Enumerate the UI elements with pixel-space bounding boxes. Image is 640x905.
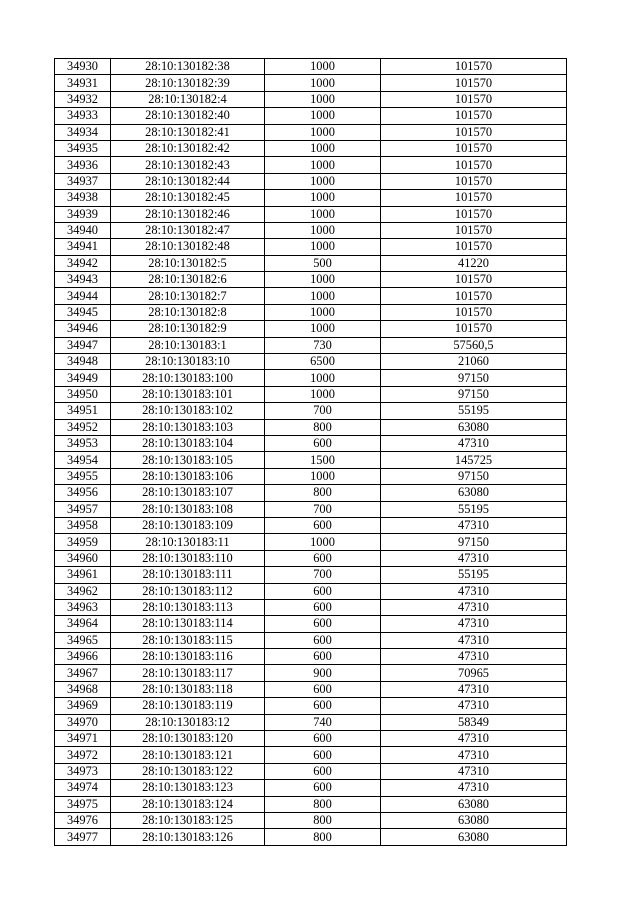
area-cell: 700	[265, 403, 381, 419]
table-row	[55, 731, 567, 747]
table-row	[55, 714, 567, 730]
area-cell: 600	[265, 435, 381, 451]
row-number-cell: 34939	[55, 206, 111, 222]
area-cell: 800	[265, 829, 381, 845]
value-cell: 101570	[381, 59, 567, 75]
cadastral-number-cell: 28:10:130183:103	[111, 419, 265, 435]
row-number-cell: 34965	[55, 632, 111, 648]
value-cell: 47310	[381, 599, 567, 615]
table-row	[55, 583, 567, 599]
row-number-cell: 34964	[55, 616, 111, 632]
area-cell: 700	[265, 567, 381, 583]
table-row	[55, 468, 567, 484]
table-row	[55, 452, 567, 468]
table-row	[55, 190, 567, 206]
table-row	[55, 59, 567, 75]
value-cell: 101570	[381, 239, 567, 255]
value-cell: 101570	[381, 124, 567, 140]
row-number-cell: 34943	[55, 272, 111, 288]
table-row	[55, 321, 567, 337]
area-cell: 900	[265, 665, 381, 681]
table-row	[55, 386, 567, 402]
value-cell: 101570	[381, 288, 567, 304]
area-cell: 600	[265, 780, 381, 796]
row-number-cell: 34942	[55, 255, 111, 271]
cadastral-number-cell: 28:10:130183:12	[111, 714, 265, 730]
row-number-cell: 34938	[55, 190, 111, 206]
cadastral-number-cell: 28:10:130183:100	[111, 370, 265, 386]
cadastral-number-cell: 28:10:130182:38	[111, 59, 265, 75]
value-cell: 101570	[381, 140, 567, 156]
value-cell: 47310	[381, 649, 567, 665]
cadastral-number-cell: 28:10:130182:5	[111, 255, 265, 271]
row-number-cell: 34974	[55, 780, 111, 796]
value-cell: 55195	[381, 501, 567, 517]
row-number-cell: 34944	[55, 288, 111, 304]
table-row	[55, 485, 567, 501]
value-cell: 70965	[381, 665, 567, 681]
cadastral-number-cell: 28:10:130183:105	[111, 452, 265, 468]
cadastral-number-cell: 28:10:130182:48	[111, 239, 265, 255]
row-number-cell: 34941	[55, 239, 111, 255]
value-cell: 101570	[381, 75, 567, 91]
area-cell: 1000	[265, 91, 381, 107]
area-cell: 1000	[265, 140, 381, 156]
value-cell: 63080	[381, 796, 567, 812]
cadastral-number-cell: 28:10:130182:39	[111, 75, 265, 91]
value-cell: 47310	[381, 583, 567, 599]
area-cell: 600	[265, 763, 381, 779]
cadastral-number-cell: 28:10:130183:115	[111, 632, 265, 648]
cadastral-number-cell: 28:10:130183:1	[111, 337, 265, 353]
table-row	[55, 632, 567, 648]
area-cell: 800	[265, 485, 381, 501]
value-cell: 41220	[381, 255, 567, 271]
area-cell: 1000	[265, 173, 381, 189]
table-row	[55, 206, 567, 222]
area-cell: 1000	[265, 321, 381, 337]
row-number-cell: 34957	[55, 501, 111, 517]
value-cell: 97150	[381, 370, 567, 386]
row-number-cell: 34952	[55, 419, 111, 435]
area-cell: 1500	[265, 452, 381, 468]
row-number-cell: 34972	[55, 747, 111, 763]
cadastral-number-cell: 28:10:130183:122	[111, 763, 265, 779]
row-number-cell: 34973	[55, 763, 111, 779]
area-cell: 1000	[265, 239, 381, 255]
table-row	[55, 75, 567, 91]
value-cell: 47310	[381, 731, 567, 747]
area-cell: 1000	[265, 534, 381, 550]
area-cell: 1000	[265, 157, 381, 173]
value-cell: 47310	[381, 780, 567, 796]
cadastral-number-cell: 28:10:130183:109	[111, 517, 265, 533]
value-cell: 101570	[381, 157, 567, 173]
table-row	[55, 501, 567, 517]
row-number-cell: 34963	[55, 599, 111, 615]
row-number-cell: 34956	[55, 485, 111, 501]
value-cell: 47310	[381, 747, 567, 763]
table-row	[55, 747, 567, 763]
row-number-cell: 34940	[55, 222, 111, 238]
area-cell: 600	[265, 550, 381, 566]
row-number-cell: 34951	[55, 403, 111, 419]
area-cell: 1000	[265, 222, 381, 238]
row-number-cell: 34968	[55, 681, 111, 697]
row-number-cell: 34975	[55, 796, 111, 812]
area-cell: 700	[265, 501, 381, 517]
cadastral-number-cell: 28:10:130183:107	[111, 485, 265, 501]
value-cell: 97150	[381, 534, 567, 550]
cadastral-number-cell: 28:10:130182:47	[111, 222, 265, 238]
value-cell: 63080	[381, 829, 567, 845]
cadastral-number-cell: 28:10:130183:104	[111, 435, 265, 451]
row-number-cell: 34946	[55, 321, 111, 337]
value-cell: 101570	[381, 173, 567, 189]
cadastral-number-cell: 28:10:130183:112	[111, 583, 265, 599]
value-cell: 97150	[381, 468, 567, 484]
table-row	[55, 435, 567, 451]
row-number-cell: 34933	[55, 108, 111, 124]
cadastral-number-cell: 28:10:130182:40	[111, 108, 265, 124]
table-row	[55, 812, 567, 828]
row-number-cell: 34935	[55, 140, 111, 156]
area-cell: 1000	[265, 75, 381, 91]
table-row	[55, 337, 567, 353]
value-cell: 55195	[381, 567, 567, 583]
area-cell: 1000	[265, 190, 381, 206]
table-row	[55, 140, 567, 156]
value-cell: 47310	[381, 517, 567, 533]
table-row	[55, 419, 567, 435]
table-row	[55, 829, 567, 845]
cadastral-number-cell: 28:10:130183:102	[111, 403, 265, 419]
table-row	[55, 239, 567, 255]
table-row	[55, 354, 567, 370]
cadastral-number-cell: 28:10:130183:11	[111, 534, 265, 550]
row-number-cell: 34936	[55, 157, 111, 173]
cadastral-number-cell: 28:10:130182:9	[111, 321, 265, 337]
value-cell: 97150	[381, 386, 567, 402]
table-row	[55, 272, 567, 288]
table-row	[55, 665, 567, 681]
row-number-cell: 34958	[55, 517, 111, 533]
row-number-cell: 34930	[55, 59, 111, 75]
cadastral-number-cell: 28:10:130182:43	[111, 157, 265, 173]
row-number-cell: 34947	[55, 337, 111, 353]
row-number-cell: 34948	[55, 354, 111, 370]
value-cell: 47310	[381, 681, 567, 697]
row-number-cell: 34950	[55, 386, 111, 402]
value-cell: 145725	[381, 452, 567, 468]
row-number-cell: 34962	[55, 583, 111, 599]
value-cell: 101570	[381, 206, 567, 222]
cadastral-number-cell: 28:10:130183:123	[111, 780, 265, 796]
value-cell: 63080	[381, 419, 567, 435]
row-number-cell: 34945	[55, 304, 111, 320]
value-cell: 47310	[381, 435, 567, 451]
area-cell: 800	[265, 796, 381, 812]
table-row	[55, 255, 567, 271]
cadastral-number-cell: 28:10:130183:124	[111, 796, 265, 812]
value-cell: 101570	[381, 272, 567, 288]
table-row	[55, 780, 567, 796]
area-cell: 600	[265, 731, 381, 747]
cadastral-number-cell: 28:10:130183:101	[111, 386, 265, 402]
value-cell: 47310	[381, 616, 567, 632]
cadastral-number-cell: 28:10:130182:7	[111, 288, 265, 304]
row-number-cell: 34934	[55, 124, 111, 140]
area-cell: 740	[265, 714, 381, 730]
row-number-cell: 34937	[55, 173, 111, 189]
area-cell: 6500	[265, 354, 381, 370]
value-cell: 47310	[381, 632, 567, 648]
data-table	[54, 58, 567, 846]
table-row	[55, 616, 567, 632]
value-cell: 21060	[381, 354, 567, 370]
cadastral-number-cell: 28:10:130182:45	[111, 190, 265, 206]
area-cell: 600	[265, 517, 381, 533]
cadastral-number-cell: 28:10:130182:8	[111, 304, 265, 320]
row-number-cell: 34969	[55, 698, 111, 714]
row-number-cell: 34949	[55, 370, 111, 386]
value-cell: 58349	[381, 714, 567, 730]
area-cell: 600	[265, 681, 381, 697]
table-row	[55, 681, 567, 697]
area-cell: 600	[265, 747, 381, 763]
cadastral-number-cell: 28:10:130183:116	[111, 649, 265, 665]
row-number-cell: 34955	[55, 468, 111, 484]
value-cell: 101570	[381, 222, 567, 238]
cadastral-number-cell: 28:10:130183:10	[111, 354, 265, 370]
area-cell: 500	[265, 255, 381, 271]
table-row	[55, 91, 567, 107]
table-row	[55, 698, 567, 714]
cadastral-number-cell: 28:10:130183:114	[111, 616, 265, 632]
value-cell: 55195	[381, 403, 567, 419]
row-number-cell: 34953	[55, 435, 111, 451]
cadastral-number-cell: 28:10:130183:110	[111, 550, 265, 566]
value-cell: 57560,5	[381, 337, 567, 353]
value-cell: 101570	[381, 321, 567, 337]
row-number-cell: 34931	[55, 75, 111, 91]
area-cell: 1000	[265, 288, 381, 304]
row-number-cell: 34967	[55, 665, 111, 681]
table-row	[55, 222, 567, 238]
cadastral-number-cell: 28:10:130183:113	[111, 599, 265, 615]
row-number-cell: 34976	[55, 812, 111, 828]
table-row	[55, 550, 567, 566]
cadastral-number-cell: 28:10:130182:44	[111, 173, 265, 189]
table-row	[55, 534, 567, 550]
table-row	[55, 370, 567, 386]
table-row	[55, 567, 567, 583]
value-cell: 47310	[381, 763, 567, 779]
area-cell: 1000	[265, 272, 381, 288]
table-row	[55, 108, 567, 124]
table-row	[55, 124, 567, 140]
value-cell: 47310	[381, 550, 567, 566]
row-number-cell: 34977	[55, 829, 111, 845]
table-row	[55, 763, 567, 779]
area-cell: 600	[265, 583, 381, 599]
area-cell: 600	[265, 616, 381, 632]
cadastral-number-cell: 28:10:130183:117	[111, 665, 265, 681]
area-cell: 600	[265, 632, 381, 648]
row-number-cell: 34959	[55, 534, 111, 550]
value-cell: 47310	[381, 698, 567, 714]
area-cell: 800	[265, 419, 381, 435]
cadastral-number-cell: 28:10:130183:118	[111, 681, 265, 697]
cadastral-number-cell: 28:10:130183:111	[111, 567, 265, 583]
table-row	[55, 157, 567, 173]
value-cell: 63080	[381, 485, 567, 501]
area-cell: 1000	[265, 124, 381, 140]
row-number-cell: 34971	[55, 731, 111, 747]
value-cell: 63080	[381, 812, 567, 828]
area-cell: 600	[265, 599, 381, 615]
row-number-cell: 34954	[55, 452, 111, 468]
area-cell: 730	[265, 337, 381, 353]
table-row	[55, 599, 567, 615]
cadastral-number-cell: 28:10:130183:121	[111, 747, 265, 763]
table-row	[55, 403, 567, 419]
table-row	[55, 173, 567, 189]
row-number-cell: 34960	[55, 550, 111, 566]
cadastral-number-cell: 28:10:130183:125	[111, 812, 265, 828]
cadastral-number-cell: 28:10:130182:46	[111, 206, 265, 222]
table-row	[55, 517, 567, 533]
cadastral-number-cell: 28:10:130182:41	[111, 124, 265, 140]
table-row	[55, 649, 567, 665]
cadastral-number-cell: 28:10:130183:120	[111, 731, 265, 747]
area-cell: 1000	[265, 304, 381, 320]
area-cell: 1000	[265, 468, 381, 484]
cadastral-number-cell: 28:10:130182:4	[111, 91, 265, 107]
cadastral-number-cell: 28:10:130182:6	[111, 272, 265, 288]
area-cell: 1000	[265, 370, 381, 386]
row-number-cell: 34932	[55, 91, 111, 107]
cadastral-number-cell: 28:10:130183:119	[111, 698, 265, 714]
area-cell: 1000	[265, 108, 381, 124]
value-cell: 101570	[381, 304, 567, 320]
cadastral-number-cell: 28:10:130182:42	[111, 140, 265, 156]
table-row	[55, 288, 567, 304]
area-cell: 600	[265, 649, 381, 665]
value-cell: 101570	[381, 108, 567, 124]
row-number-cell: 34970	[55, 714, 111, 730]
value-cell: 101570	[381, 91, 567, 107]
area-cell: 1000	[265, 386, 381, 402]
table-row	[55, 796, 567, 812]
row-number-cell: 34961	[55, 567, 111, 583]
area-cell: 1000	[265, 59, 381, 75]
area-cell: 800	[265, 812, 381, 828]
cadastral-number-cell: 28:10:130183:108	[111, 501, 265, 517]
table-row	[55, 304, 567, 320]
area-cell: 1000	[265, 206, 381, 222]
area-cell: 600	[265, 698, 381, 714]
cadastral-number-cell: 28:10:130183:126	[111, 829, 265, 845]
row-number-cell: 34966	[55, 649, 111, 665]
cadastral-number-cell: 28:10:130183:106	[111, 468, 265, 484]
table-body	[55, 59, 567, 846]
value-cell: 101570	[381, 190, 567, 206]
